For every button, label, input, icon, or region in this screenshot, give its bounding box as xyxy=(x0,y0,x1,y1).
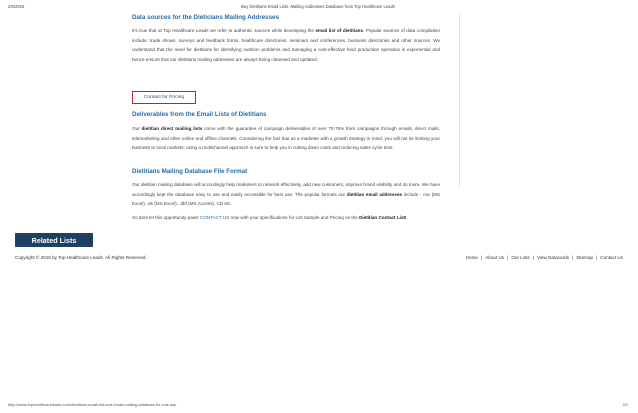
footer-link-sitemap[interactable]: Sitemap xyxy=(576,255,594,260)
print-url: http://www.tophealthcareleads.com/dietitians-email-list-and-email-mailing-database-for-rule.asp xyxy=(8,402,177,407)
footer-link-contact-us[interactable]: Contact Us xyxy=(600,255,623,260)
deliverables-text-2: come with the guarantee of campaign deliverables of over 70-75% from campaigns through emails, direct mails, telemarketing and other online and offline channels. Considering the fact that as a marketer with a growth strategy in mind, you will not be limiting your business to local markets; using a multichannel approach is sure to help you in cutting down costs and reducing sales cycle time. xyxy=(132,126,440,150)
closing-bold: Dietitian Contact List! xyxy=(359,215,407,220)
file-format-heading: Dietitians Mailing Database File Format xyxy=(132,168,248,175)
footer-link-view-datacards[interactable]: View Datacards xyxy=(536,255,569,260)
closing-paragraph xyxy=(132,213,452,223)
footer-separator: | xyxy=(572,255,574,260)
print-footer xyxy=(8,402,628,409)
copyright-text: Copyright © 2016 by Top Healthcare Leads. All Rights Reserved. xyxy=(15,255,147,260)
footer-nav xyxy=(466,255,623,260)
footer-separator: | xyxy=(481,255,483,260)
data-sources-paragraph xyxy=(132,26,440,64)
format-bold: dietitian email addresses xyxy=(346,191,403,197)
footer-link-about-us[interactable]: About Us xyxy=(485,255,505,260)
data-sources-text-1: It's true that at Top Healthcare Leads we refer to authentic sources while developing the xyxy=(132,28,316,33)
data-sources-text-2: . Popular sources of data compilation include: trade shows, surveys and feedback forms, healthcare directories, seminars and conferences, business directories and other sources. We understand that the need for dietitians for identifying nutrition problems and managing a cost-effective food production operation is exponential and hence ensure that our dietitians mailing addresses are always being cleansed and updated. xyxy=(132,28,441,62)
related-lists-button[interactable]: Related Lists xyxy=(15,233,93,247)
footer-link-home[interactable]: Home xyxy=(465,255,478,260)
deliverables-heading: Deliverables from the Email Lists of Dietitians xyxy=(132,111,267,118)
content-divider xyxy=(459,14,460,188)
deliverables-text-1: Our xyxy=(132,126,142,131)
data-sources-heading: Data sources for the Dieticians Mailing Addresses xyxy=(132,14,279,21)
print-title: Buy Dietitians Email Lists, Mailing Addresses Database from Top Healthcare Leads xyxy=(241,4,395,9)
print-header xyxy=(8,4,628,12)
print-page-number: 2/2 xyxy=(622,402,628,407)
footer-separator: | xyxy=(507,255,509,260)
data-sources-bold: email list of dietitians xyxy=(315,28,364,33)
deliverables-paragraph xyxy=(132,124,440,153)
contact-us-link[interactable]: CONTACT US xyxy=(199,215,230,220)
format-text-1: Our dietitian mailing database will accordingly help marketers to network effectively, add new customers, improve brand visibility and do more. We have accordingly kept the database easy to use and easily accessible for best use. The popular formats our xyxy=(132,182,440,197)
footer-link-our-lists[interactable]: Our Lists xyxy=(511,255,530,260)
print-date: 2/6/2016 xyxy=(8,4,25,9)
closing-text-1: So dont let this opportunity pass! xyxy=(132,215,200,220)
closing-text-2: now with your specifications for List Sample and Pricing on the xyxy=(229,215,360,220)
file-format-paragraph xyxy=(132,180,440,209)
contact-for-pricing-button[interactable]: Contact for Pricing xyxy=(132,91,196,104)
footer-separator: | xyxy=(596,255,598,260)
format-text-2: include - csv (MS Excel), xls (MS Excel), .dbf (MS Access), CD etc. xyxy=(132,191,441,206)
footer-separator: | xyxy=(532,255,534,260)
deliverables-bold: dietitian direct mailing lists xyxy=(141,126,203,131)
